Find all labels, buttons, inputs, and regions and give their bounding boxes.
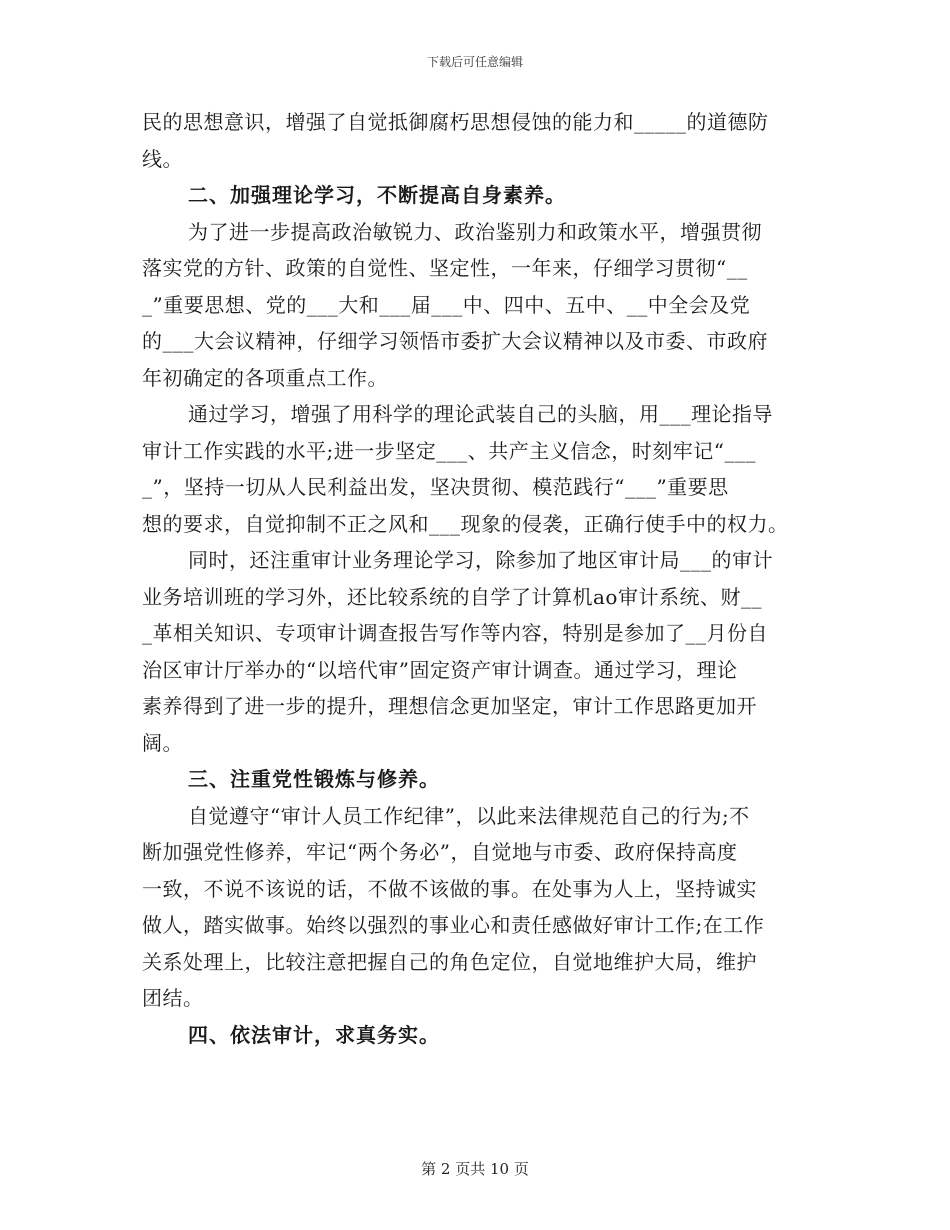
paragraph-line: 一致，不说不该说的话，不做不该做的事。在处事为人上，坚持诚实 [142, 876, 757, 901]
paragraph-line: _”，坚持一切从人民利益出发，坚决贯彻、模范践行“___”重要思 [142, 475, 729, 499]
document-body [142, 104, 822, 1053]
section-heading-4: 四、依法审计，求真务实。 [188, 1022, 440, 1047]
paragraph-line: 业务培训班的学习外，还比较系统的自学了计算机ao审计系统、财__ [142, 584, 762, 609]
paragraph-line: 想的要求，自觉抑制不正之风和___现象的侵袭，正确行使手中的权力。 [142, 511, 789, 536]
section-heading-2: 二、加强理论学习，不断提高自身素养。 [188, 183, 566, 207]
page-footer: 第 2 页共 10 页 [421, 1160, 529, 1178]
paragraph-line: 同时，还注重审计业务理论学习，除参加了地区审计局___的审计 [188, 548, 773, 572]
paragraph-line: 阔。 [142, 730, 183, 755]
page-header: 下载后可任意编辑 [426, 55, 523, 69]
paragraph-line: 关系处理上，比较注意把握自己的角色定位，自觉地维护大局，维护 [142, 949, 757, 974]
paragraph-line: 审计工作实践的水平;进一步坚定___、共产主义信念，时刻牢记“___ [142, 438, 756, 463]
paragraph-line: _”重要思想、党的___大和___届___中、四中、五中、__中全会及党 [142, 292, 751, 317]
paragraph-line: _革相关知识、专项审计调查报告写作等内容，特别是参加了__月份自 [142, 621, 768, 645]
paragraph-line: 年初确定的各项重点工作。 [142, 365, 388, 390]
paragraph-line: 线。 [142, 146, 183, 171]
section-heading-3: 三、注重党性锻炼与修养。 [188, 767, 440, 791]
paragraph-line: 民的思想意识，增强了自觉抵御腐朽思想侵蚀的能力和_____的道德防 [142, 110, 769, 134]
paragraph-line: 团结。 [142, 986, 204, 1010]
paragraph-line: 治区审计厅举办的“以培代审”固定资产审计调查。通过学习，理论 [142, 657, 738, 682]
paragraph-line: 断加强党性修养，牢记“两个务必”，自觉地与市委、政府保持高度 [142, 840, 738, 864]
paragraph-line: 自觉遵守“审计人员工作纪律”，以此来法律规范自己的行为;不 [188, 803, 750, 828]
paragraph-line: 做人，踏实做事。始终以强烈的事业心和责任感做好审计工作;在工作 [142, 913, 765, 937]
paragraph-line: 落实党的方针、政策的自觉性、坚定性，一年来，仔细学习贯彻“__ [142, 256, 748, 280]
paragraph-line: 的___大会议精神，仔细学习领悟市委扩大会议精神以及市委、市政府 [142, 329, 768, 353]
paragraph-line: 为了进一步提高政治敏锐力、政治鉴别力和政策水平，增强贯彻 [188, 219, 762, 244]
paragraph-line: 通过学习，增强了用科学的理论武装自己的头脑，用___理论指导 [188, 402, 773, 426]
paragraph-line: 素养得到了进一步的提升，理想信念更加坚定，审计工作思路更加开 [142, 694, 757, 718]
